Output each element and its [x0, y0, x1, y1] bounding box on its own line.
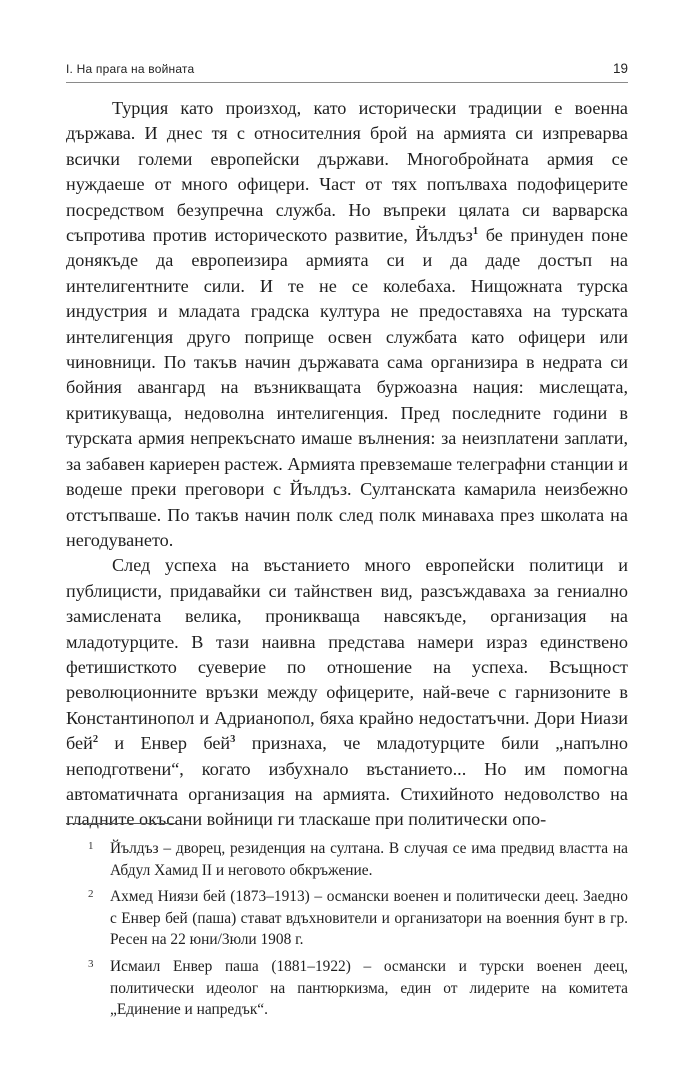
- footnote-divider: [66, 823, 176, 824]
- footnote-text: Исмаил Енвер паша (1881–1922) – османски и турски военен деец, политически идеолог на пантюркизма, един от лидерите на комитета „Единение и напредък“.: [110, 957, 628, 1019]
- footnotes: [66, 838, 628, 1026]
- footnote-reference: 2: [92, 734, 99, 746]
- page-number: 19: [612, 61, 628, 76]
- footnote-reference: 1: [472, 226, 479, 238]
- footnote-text: Йълдъз – дворец, резиденция на султана. В случая се има предвид властта на Абдул Хамид II и неговото обкръжение.: [110, 840, 628, 879]
- body-text: [66, 96, 628, 833]
- footnote-text: Ахмед Ниязи бей (1873–1913) – османски военен и политически деец. Заедно с Енвер бей (паша) стават вдъхновители и организатори на военния бунт в гр. Ресен на 22 юни/3юли 1908 г.: [110, 888, 628, 949]
- paragraph-text: След успеха на въстанието много европейски политици и публицисти, придавайки си тайнствен вид, разсъждаваха за гениално замислената велика, проникваща навсякъде, организация на младотурците. В тази наивна представа намери израз единствено фетишисткото суеверие по отношение на успеха. Всъщност революционните връзки между офицерите, най-вече с гарнизоните в Константинопол и Адрианопол, бяха крайно недостатъчни. Дори Ниази бей: [66, 555, 628, 754]
- paragraph-text: и Енвер бей: [98, 733, 231, 754]
- footnote-number: 2: [88, 888, 94, 901]
- running-header: [66, 60, 628, 83]
- footnote-reference: 3: [230, 734, 236, 746]
- paragraph: [66, 553, 628, 832]
- paragraph-text: Турция като произход, като исторически традиции е военна държава. И днес тя с относителния брой на армията си изпреварва всички големи европейски държави. Многобройната армия се нуждаеше от много офицери. Част от тях попълваха подофицерите посредством безупречна служба. Но въпреки цялата си варварска съпротива против историческото развитие, Йълдъз: [66, 98, 628, 246]
- footnote-number: 3: [88, 957, 94, 970]
- footnote: [66, 838, 628, 881]
- paragraph: [66, 96, 628, 553]
- paragraph-text: бе принуден поне донякъде да европеизира армията си и да даде достъп на интелигентните сили. И те не се колебаха. Нищожната турска индустрия и младата градска култура не предоставяха на турската интелигенция друго поприще освен службата като офицери или чиновници. По такъв начин държавата сама организира в недрата си бойния авангард на възникващата буржоазна нация: мислещата, критикуваща, недоволна интелигенция. Пред последните години в турската армия непрекъснато имаше вълнения: за неизплатени заплати, за забавен кариерен растеж. Армията превземаше телеграфни станции и водеше преки преговори с Йълдъз. Султанската камарила неизбежно отстъпваше. По такъв начин полк след полк минаваха през школата на негодуването.: [66, 225, 628, 550]
- paragraph-text: признаха, че младотурците били „напълно неподготвени“, когато избухнало въстанието... Но им помогна автоматичната организация на армията. Стихийното недоволство на гладните окъсани войници ги тласкаше при политически опо-: [66, 733, 628, 830]
- section-title: I. На прага на войната: [66, 62, 195, 76]
- footnote: [66, 956, 628, 1021]
- footnote-number: 1: [88, 840, 94, 852]
- footnote: [66, 886, 628, 951]
